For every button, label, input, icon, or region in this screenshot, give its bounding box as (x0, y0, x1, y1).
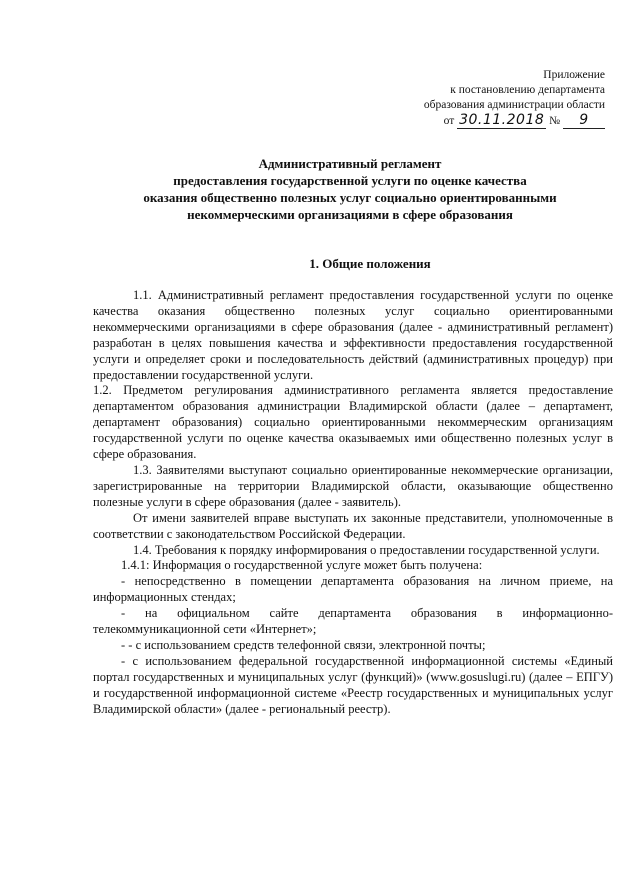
appendix-authority-line: образования администрации области (423, 99, 605, 111)
title-line: предоставления государственной услуги по оценке качества (173, 173, 527, 188)
document-title (90, 155, 610, 223)
list-item: - непосредственно в помещении департамента образования на личном приеме, на информационных стендах; (93, 574, 613, 605)
paragraph-1-3-representatives: От имени заявителей вправе выступать их законные представители, уполномоченные в соответствии с законодательством Российской Федерации. (93, 510, 613, 541)
title-line: оказания общественно полезных услуг социально ориентированными (143, 190, 557, 205)
list-item: - - с использованием средств телефонной связи, электронной почты; (121, 637, 486, 652)
appendix-date-line (390, 113, 605, 129)
paragraph-1-4-1: 1.4.1: Информация о государственной услуге может быть получена: (121, 558, 483, 573)
handwritten-date: 30.11.2018 (459, 112, 545, 128)
title-line: некоммерческими организациями в сфере образования (187, 207, 513, 222)
number-prefix: № (549, 115, 561, 127)
date-prefix: от (443, 115, 455, 127)
list-item: - с использованием федеральной государственной информационной системы «Единый портал государственных и муниципальных услуг (функций)» (www.gosuslugi.ru) (далее – ЕПГУ) и государственной информационной системе «Реестр государственных и муниципальных услуг Владимирской области» (далее - региональный реестр). (93, 653, 613, 716)
paragraph-1-1: 1.1. Административный регламент предоставления государственной услуги по оценке качества оказания общественно полезных услуг социально ориентированными некоммерческими организациями в сфере образования (далее - административный регламент) разработан в целях повышения качества и эффективности предоставления государственной услуги и определяет сроки и последовательность действий (административных процедур) при предоставлении государственной услуги. (93, 288, 613, 382)
paragraph-1-2: 1.2. Предметом регулирования административного регламента является предоставление департаментом образования администрации Владимирской области (далее – департамент, департамент образования) социально ориентированными некоммерческим организациям государственной услуги по оценке качества оказываемых ими общественно полезных услуг в сфере образования. (93, 383, 613, 462)
appendix-decree-line: к постановлению департамента (450, 84, 605, 96)
handwritten-number: 9 (563, 113, 605, 129)
paragraph-1-3: 1.3. Заявителями выступают социально ориентированные некоммерческие организации, зарегистрированные на территории Владимирской области, оказывающие общественно полезные услуги в сфере образования (далее - заявитель). (93, 462, 613, 509)
document-body (93, 288, 613, 717)
title-line: Административный регламент (258, 156, 442, 171)
list-item: - на официальном сайте департамента образования в информационно-телекоммуникационной сети «Интернет»; (93, 606, 613, 637)
section-heading: 1. Общие положения (309, 256, 431, 271)
paragraph-1-4: 1.4. Требования к порядку информирования о предоставлении государственной услуги. (133, 542, 600, 557)
appendix-label: Приложение (543, 69, 605, 81)
appendix-block (390, 68, 605, 129)
